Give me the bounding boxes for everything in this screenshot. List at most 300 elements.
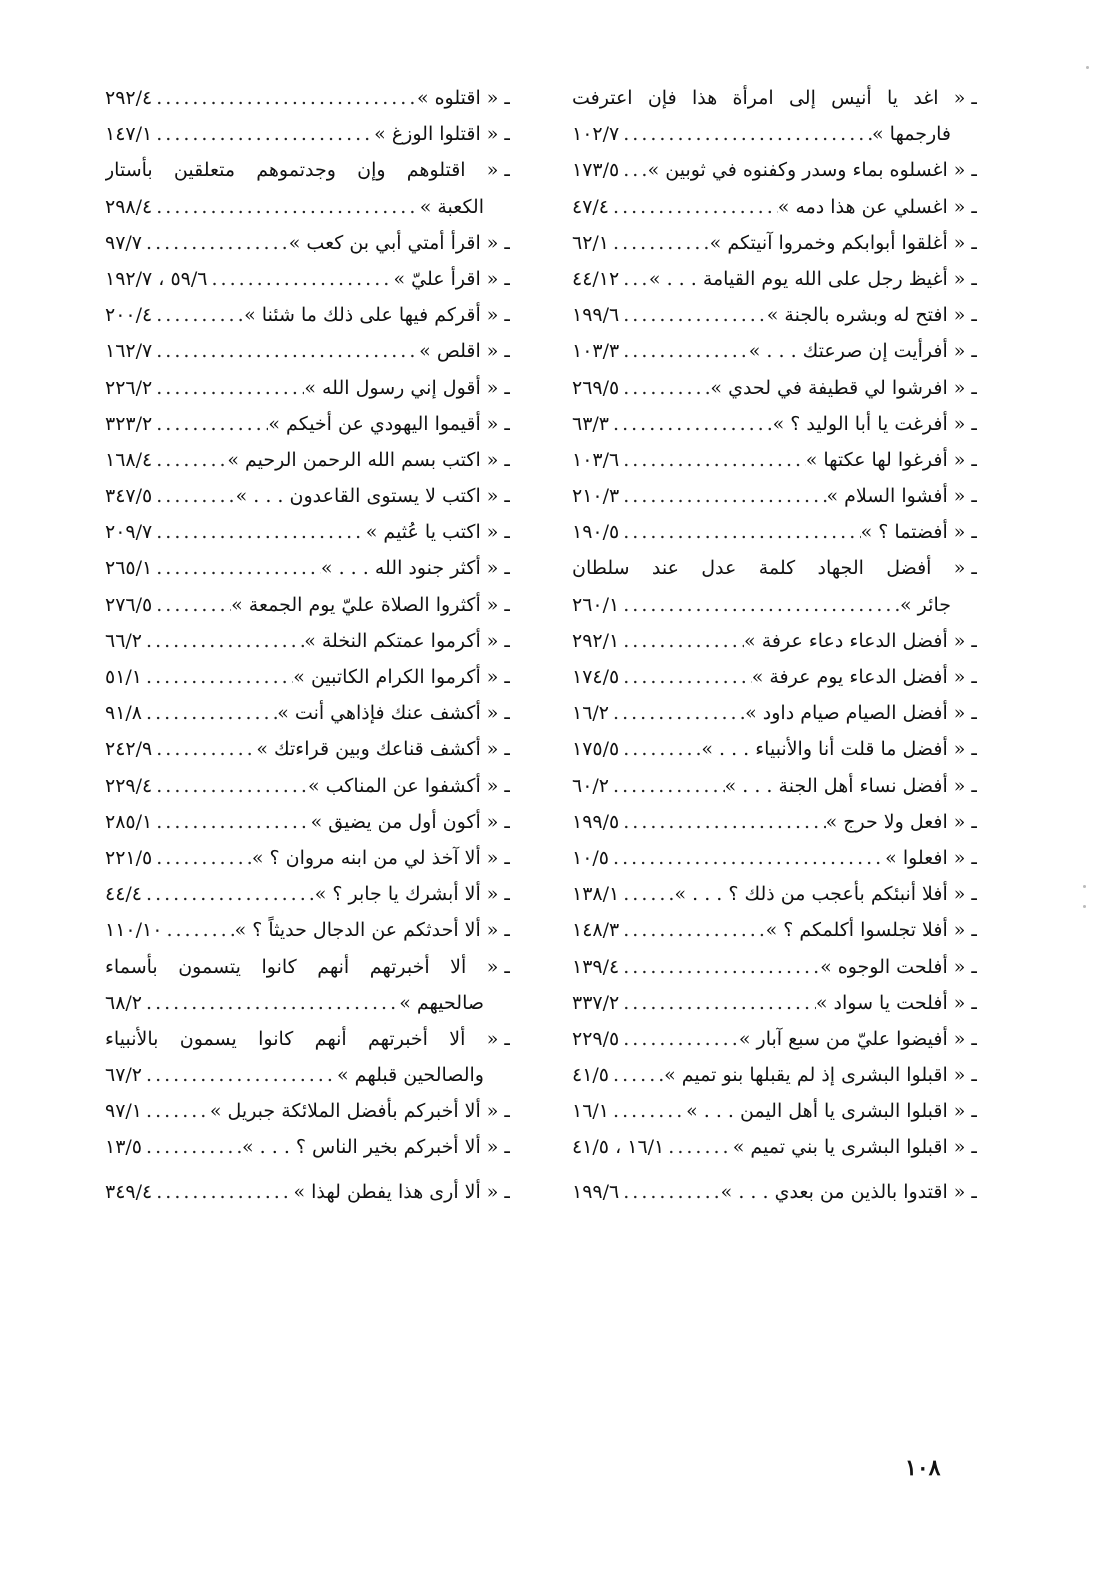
index-entry	[572, 659, 977, 695]
index-entry	[105, 768, 510, 804]
volume-page-reference: ٦٠/٢	[572, 774, 610, 797]
volume-page-reference: ٢٦٩/٥	[572, 376, 620, 399]
hadith-text: جائر »	[900, 593, 951, 616]
leader-dots	[156, 442, 227, 478]
scan-speck	[1083, 885, 1086, 888]
hadith-text: « أفلا أنبئكم بأعجب من ذلك ؟ . . . »	[674, 883, 966, 906]
hadith-text: فارجمها »	[872, 123, 951, 146]
leader-dots	[623, 442, 805, 478]
volume-page-reference: ٢٦٠/١	[572, 593, 620, 616]
hadith-text: « أكثر جنود الله . . . »	[320, 557, 499, 580]
hadith-text: « أفيضوا عليّ من سبع آبار »	[738, 1027, 966, 1050]
volume-page-reference: ١٦٢/٧	[105, 340, 153, 363]
leader-dots	[156, 297, 244, 333]
hadith-text: « افعلوا »	[885, 846, 966, 869]
hadith-text: « اقتلوا الوزغ »	[374, 123, 499, 146]
entry-dash: ـ	[971, 159, 977, 182]
hadith-text: والصالحين قبلهم »	[337, 1064, 484, 1087]
index-entry	[105, 478, 510, 514]
volume-page-reference: ٥٩/٦ ، ١٩٢/٧	[105, 267, 208, 290]
entry-dash: ـ	[504, 1180, 510, 1203]
entry-dash: ـ	[504, 1136, 510, 1159]
leader-dots	[156, 370, 304, 406]
leader-dots	[623, 1174, 720, 1210]
volume-page-reference: ١٧٣/٥	[572, 159, 620, 182]
index-entry	[105, 840, 510, 876]
index-entry	[105, 116, 510, 152]
hadith-text: صالحيهم »	[399, 991, 484, 1014]
leader-dots	[623, 949, 820, 985]
leader-dots	[156, 116, 374, 152]
index-entry	[572, 1057, 977, 1093]
entry-dash: ـ	[971, 231, 977, 254]
leader-dots	[156, 587, 231, 623]
hadith-text: « أكشف قناعك وبين قراءتك »	[256, 738, 499, 761]
index-entry	[572, 840, 977, 876]
hadith-text: « أكشفوا عن المناكب »	[307, 774, 499, 797]
entry-dash: ـ	[504, 955, 510, 978]
entry-dash: ـ	[504, 774, 510, 797]
index-entry	[572, 333, 977, 369]
index-entry	[105, 949, 510, 985]
index-entry	[572, 80, 977, 116]
hadith-text: « اغد يا أنيس إلى امرأة هذا فإن اعترفت	[572, 87, 966, 109]
entry-dash: ـ	[504, 883, 510, 906]
index-entry	[105, 623, 510, 659]
entry-dash: ـ	[971, 195, 977, 218]
leader-dots	[623, 478, 826, 514]
leader-dots	[146, 1057, 337, 1093]
hadith-text: « اقتدوا بالذين من بعدي . . . »	[720, 1180, 966, 1203]
hadith-text: « أفرغوا لها عكتها »	[805, 448, 966, 471]
volume-page-reference: ٢٧٦/٥	[105, 593, 153, 616]
leader-dots	[146, 1129, 242, 1165]
volume-page-reference: ٩٧/٧	[105, 231, 143, 254]
entry-dash: ـ	[504, 376, 510, 399]
leader-dots	[623, 985, 816, 1021]
index-entry	[105, 1129, 510, 1165]
hadith-text: « أقول إني رسول الله »	[304, 376, 499, 399]
leader-dots	[156, 550, 321, 586]
entry-dash: ـ	[504, 702, 510, 725]
index-entry	[105, 261, 510, 297]
hadith-text: « أفلحت يا سواد »	[815, 991, 966, 1014]
volume-page-reference: ١٧٥/٥	[572, 738, 620, 761]
index-entry	[572, 225, 977, 261]
leader-dots	[623, 1021, 739, 1057]
leader-dots	[623, 370, 710, 406]
volume-page-reference: ٥١/١	[105, 666, 143, 688]
hadith-text: « ألا آخذ لي من ابنه مروان ؟ »	[251, 846, 499, 869]
hadith-text: « أغيظ رجل على الله يوم القيامة . . . »	[648, 267, 966, 290]
entry-dash: ـ	[971, 1064, 977, 1087]
leader-dots	[623, 297, 767, 333]
hadith-text: « ألا أخبركم بأفضل الملائكة جبريل »	[209, 1100, 499, 1123]
leader-dots	[146, 695, 277, 731]
entry-dash: ـ	[971, 666, 977, 688]
index-entry	[105, 1021, 510, 1057]
leader-dots	[156, 189, 419, 225]
hadith-text: « أكثروا الصلاة عليّ يوم الجمعة »	[231, 593, 499, 616]
entry-dash: ـ	[971, 340, 977, 363]
index-entry	[105, 1174, 510, 1210]
entry-dash: ـ	[971, 883, 977, 906]
leader-dots	[623, 514, 860, 550]
volume-page-reference: ١٤٧/١	[105, 123, 153, 146]
index-entry	[572, 623, 977, 659]
index-entry	[105, 659, 510, 695]
index-entry	[105, 804, 510, 840]
entry-dash: ـ	[504, 1027, 510, 1050]
entry-dash: ـ	[971, 376, 977, 399]
leader-dots	[613, 695, 745, 731]
volume-page-reference: ١١٠/١٠	[105, 919, 163, 942]
hadith-text: « أفضل الدعاء يوم عرفة »	[751, 666, 966, 688]
leader-dots	[623, 912, 765, 948]
entry-dash: ـ	[504, 159, 510, 182]
leader-dots	[623, 152, 647, 188]
volume-page-reference: ١٩٩/٦	[572, 1180, 620, 1203]
index-entry	[572, 116, 977, 152]
volume-page-reference: ٢٩٢/٤	[105, 87, 153, 109]
entry-dash: ـ	[971, 955, 977, 978]
hadith-text: « أفضل الجهاد كلمة عدل عند سلطان	[572, 557, 966, 580]
entry-dash: ـ	[504, 666, 510, 688]
leader-dots	[156, 804, 310, 840]
hadith-text: « أفلا تجلسوا أكلمكم ؟ »	[765, 919, 966, 942]
index-entry	[572, 949, 977, 985]
leader-dots	[156, 333, 419, 369]
entry-dash: ـ	[504, 123, 510, 146]
hadith-text: « افتح له وبشره بالجنة »	[766, 304, 966, 327]
index-entry	[105, 912, 510, 948]
entry-dash: ـ	[504, 919, 510, 942]
page-number: ١٠٨	[905, 1455, 941, 1481]
volume-page-reference: ١٣٩/٤	[572, 955, 620, 978]
leader-dots	[146, 225, 289, 261]
leader-dots	[623, 587, 900, 623]
index-column-right	[572, 80, 977, 1210]
index-entry	[105, 695, 510, 731]
entry-dash: ـ	[971, 1100, 977, 1123]
hadith-text: « أفلحت الوجوه »	[820, 955, 966, 978]
volume-page-reference: ٢٢٩/٤	[105, 774, 153, 797]
leader-dots	[623, 876, 674, 912]
volume-page-reference: ٢٢١/٥	[105, 846, 153, 869]
hadith-text: « أفرأيت إن صرعتك . . . »	[748, 340, 966, 363]
leader-dots	[156, 80, 417, 116]
hadith-text: « اقلص »	[419, 340, 499, 363]
volume-page-reference: ١٣/٥	[105, 1136, 143, 1159]
volume-page-reference: ٦٦/٢	[105, 629, 143, 652]
leader-dots	[623, 261, 649, 297]
volume-page-reference: ١٩٩/٦	[572, 304, 620, 327]
index-entry	[572, 985, 977, 1021]
hadith-text: « ألا أحدثكم عن الدجال حديثاً ؟ »	[234, 919, 499, 942]
hadith-text: « اقتلوهم وإن وجدتموهم متعلقين بأستار	[105, 159, 499, 182]
entry-dash: ـ	[971, 448, 977, 471]
entry-dash: ـ	[971, 485, 977, 508]
entry-dash: ـ	[971, 557, 977, 580]
volume-page-reference: ١٠٣/٣	[572, 340, 620, 363]
leader-dots	[156, 768, 308, 804]
leader-dots	[156, 840, 252, 876]
volume-page-reference: ٦٢/١	[572, 231, 610, 254]
volume-page-reference: ٦٣/٣	[572, 412, 610, 435]
hadith-text: « أكشف عنك فإذاهي أنت »	[277, 702, 499, 725]
hadith-text: « أكرموا عمتكم النخلة »	[304, 629, 499, 652]
hadith-text: « اقرأ عليّ »	[393, 267, 499, 290]
hadith-text: « اغسلوه بماء وسدر وكفنوه في ثوبين »	[647, 159, 966, 182]
index-entry	[572, 768, 977, 804]
hadith-text: « أقيموا اليهودي عن أخيكم »	[268, 412, 499, 435]
entry-dash: ـ	[971, 629, 977, 652]
leader-dots	[166, 912, 234, 948]
leader-dots	[623, 659, 751, 695]
leader-dots	[623, 804, 825, 840]
volume-page-reference: ٢٤٢/٩	[105, 738, 153, 761]
hadith-text: « افعل ولا حرج »	[825, 810, 966, 833]
entry-dash: ـ	[971, 521, 977, 544]
hadith-text: « ألا أخبرتهم أنهم كانوا يتسمون بأسماء	[105, 955, 499, 978]
leader-dots	[668, 1129, 732, 1165]
entry-dash: ـ	[504, 1100, 510, 1123]
leader-dots	[146, 876, 315, 912]
entry-dash: ـ	[971, 1180, 977, 1203]
hadith-text: الكعبة »	[419, 195, 484, 218]
entry-dash: ـ	[971, 846, 977, 869]
leader-dots	[623, 116, 872, 152]
leader-dots	[613, 768, 725, 804]
hadith-text: « اكتب لا يستوى القاعدون . . . »	[235, 485, 499, 508]
volume-page-reference: ٢٩٢/١	[572, 629, 620, 652]
hadith-text: « اغسلي عن هذا دمه »	[777, 195, 966, 218]
entry-dash: ـ	[971, 774, 977, 797]
leader-dots	[613, 225, 710, 261]
index-entry	[105, 876, 510, 912]
index-entry	[572, 1174, 977, 1210]
index-entry	[105, 731, 510, 767]
volume-page-reference: ٢٢٦/٢	[105, 376, 153, 399]
volume-page-reference: ٤١/٥	[572, 1064, 610, 1087]
leader-dots	[146, 623, 304, 659]
entry-dash: ـ	[504, 593, 510, 616]
leader-dots	[146, 659, 293, 695]
volume-page-reference: ٣٤٧/٥	[105, 485, 153, 508]
index-entry	[105, 442, 510, 478]
volume-page-reference: ١٠/٥	[572, 846, 610, 869]
volume-page-reference: ٤٤/١٢	[572, 267, 620, 290]
hadith-text: « ألا أبشرك يا جابر ؟ »	[314, 883, 499, 906]
volume-page-reference: ٣٤٩/٤	[105, 1180, 153, 1203]
volume-page-reference: ١٧٤/٥	[572, 666, 620, 688]
volume-page-reference: ٩١/٨	[105, 702, 143, 725]
leader-dots	[156, 478, 235, 514]
volume-page-reference: ١٦/١ ، ٤١/٥	[572, 1136, 665, 1159]
hadith-text: « أفرغت يا أبا الوليد ؟ »	[772, 412, 966, 435]
index-entry	[572, 442, 977, 478]
volume-page-reference: ١٤٨/٣	[572, 919, 620, 942]
hadith-text: « أفضل الدعاء دعاء عرفة »	[744, 629, 966, 652]
index-entry	[572, 695, 977, 731]
leader-dots	[623, 623, 744, 659]
hadith-text: « اكتب بسم الله الرحمن الرحيم »	[227, 448, 499, 471]
volume-page-reference: ٢٢٩/٥	[572, 1027, 620, 1050]
entry-spacer	[105, 1166, 510, 1174]
volume-page-reference: ٤٧/٤	[572, 195, 610, 218]
volume-page-reference: ١٩٠/٥	[572, 521, 620, 544]
volume-page-reference: ٦٧/٢	[105, 1064, 143, 1087]
volume-page-reference: ٢٠٠/٤	[105, 304, 153, 327]
scan-speck	[1086, 66, 1089, 69]
volume-page-reference: ٣٣٧/٢	[572, 991, 620, 1014]
leader-dots	[623, 731, 701, 767]
index-entry	[105, 80, 510, 116]
volume-page-reference: ١٣٨/١	[572, 883, 620, 906]
index-entry	[572, 189, 977, 225]
hadith-text: « افرشوا لي قطيفة في لحدي »	[710, 376, 966, 399]
index-entry	[105, 1057, 510, 1093]
hadith-text: « اقبلوا البشرى يا بني تميم »	[732, 1136, 966, 1159]
index-entry	[105, 550, 510, 586]
entry-dash: ـ	[504, 412, 510, 435]
index-entry	[572, 297, 977, 333]
entry-dash: ـ	[504, 846, 510, 869]
leader-dots	[156, 1174, 293, 1210]
entry-dash: ـ	[504, 485, 510, 508]
volume-page-reference: ٣٢٣/٢	[105, 412, 153, 435]
volume-page-reference: ٦٨/٢	[105, 991, 143, 1014]
hadith-text: « أفضل ما قلت أنا والأنبياء . . . »	[701, 738, 966, 761]
entry-dash: ـ	[504, 87, 510, 109]
index-entry	[572, 550, 977, 586]
entry-dash: ـ	[971, 991, 977, 1014]
volume-page-reference: ١٦/٢	[572, 702, 610, 725]
leader-dots	[613, 840, 885, 876]
hadith-text: « أكون أول من يضيق »	[310, 810, 499, 833]
leader-dots	[156, 514, 366, 550]
hadith-text: « أفضل نساء أهل الجنة . . . »	[724, 774, 966, 797]
index-entry	[572, 1021, 977, 1057]
leader-dots	[211, 261, 393, 297]
hadith-text: « أقركم فيها على ذلك ما شئنا »	[244, 304, 499, 327]
index-entry	[572, 514, 977, 550]
index-entry	[572, 587, 977, 623]
volume-page-reference: ١٩٩/٥	[572, 810, 620, 833]
hadith-text: « اقتلوه »	[416, 87, 499, 109]
index-entry	[105, 587, 510, 623]
hadith-text: « أفشوا السلام »	[826, 485, 966, 508]
index-entry	[572, 804, 977, 840]
volume-page-reference: ١٦٨/٤	[105, 448, 153, 471]
index-entry	[105, 1093, 510, 1129]
index-entry	[105, 225, 510, 261]
index-entry	[105, 333, 510, 369]
index-entry	[105, 985, 510, 1021]
hadith-text: « أفضتما ؟ »	[860, 521, 966, 544]
entry-dash: ـ	[971, 412, 977, 435]
leader-dots	[146, 1093, 210, 1129]
entry-dash: ـ	[504, 304, 510, 327]
leader-dots	[613, 1093, 686, 1129]
hadith-text: « ألا أرى هذا يفطن لهذا »	[293, 1180, 499, 1203]
entry-dash: ـ	[504, 340, 510, 363]
index-entry	[105, 406, 510, 442]
leader-dots	[613, 406, 773, 442]
entry-dash: ـ	[971, 919, 977, 942]
index-entry	[572, 876, 977, 912]
index-entry	[572, 370, 977, 406]
index-entry	[572, 478, 977, 514]
volume-page-reference: ٢١٠/٣	[572, 485, 620, 508]
entry-dash: ـ	[971, 810, 977, 833]
leader-dots	[146, 985, 399, 1021]
entry-dash: ـ	[504, 738, 510, 761]
entry-dash: ـ	[971, 1027, 977, 1050]
index-entry	[572, 261, 977, 297]
hadith-text: « ألا أخبرتهم أنهم كانوا يسمون بالأنبياء	[105, 1027, 499, 1050]
hadith-text: « اقبلوا البشرى إذ لم يقبلها بنو تميم »	[664, 1064, 966, 1087]
hadith-text: « اقرأ أمتي أبي بن كعب »	[288, 231, 499, 254]
index-entry	[572, 912, 977, 948]
volume-page-reference: ٢٠٩/٧	[105, 521, 153, 544]
entry-dash: ـ	[971, 1136, 977, 1159]
entry-dash: ـ	[971, 267, 977, 290]
entry-dash: ـ	[971, 738, 977, 761]
index-entry	[572, 1093, 977, 1129]
volume-page-reference: ١٠٣/٦	[572, 448, 620, 471]
volume-page-reference: ٢٦٥/١	[105, 557, 153, 580]
index-entry	[105, 297, 510, 333]
index-column-left	[105, 80, 510, 1210]
leader-dots	[613, 1057, 664, 1093]
hadith-text: « أغلقوا أبوابكم وخمروا آنيتكم »	[709, 231, 966, 254]
volume-page-reference: ١٦/١	[572, 1100, 610, 1123]
entry-dash: ـ	[504, 557, 510, 580]
entry-dash: ـ	[504, 810, 510, 833]
volume-page-reference: ٢٩٨/٤	[105, 195, 153, 218]
hadith-text: « اكتب يا عُثيم »	[365, 521, 499, 544]
entry-dash: ـ	[504, 521, 510, 544]
leader-dots	[613, 189, 778, 225]
index-entry	[105, 152, 510, 188]
hadith-text: « أكرموا الكرام الكاتبين »	[293, 666, 499, 688]
volume-page-reference: ٩٧/١	[105, 1100, 143, 1123]
hadith-text: « أفضل الصيام صيام داود »	[745, 702, 966, 725]
index-entry	[572, 152, 977, 188]
volume-page-reference: ١٠٢/٧	[572, 123, 620, 146]
index-entry	[105, 189, 510, 225]
index-entry	[572, 406, 977, 442]
entry-dash: ـ	[504, 267, 510, 290]
entry-dash: ـ	[971, 702, 977, 725]
entry-dash: ـ	[971, 304, 977, 327]
hadith-text: « اقبلوا البشرى يا أهل اليمن . . . »	[686, 1100, 966, 1123]
entry-dash: ـ	[971, 87, 977, 109]
entry-spacer	[572, 1166, 977, 1174]
index-entry	[572, 731, 977, 767]
index-entry	[105, 370, 510, 406]
leader-dots	[156, 406, 268, 442]
volume-page-reference: ٤٤/٤	[105, 883, 143, 906]
index-entry	[105, 514, 510, 550]
index-entry	[572, 1129, 977, 1165]
volume-page-reference: ٢٨٥/١	[105, 810, 153, 833]
entry-dash: ـ	[504, 448, 510, 471]
entry-dash: ـ	[504, 629, 510, 652]
hadith-text: « ألا أخبركم بخير الناس ؟ . . . »	[242, 1136, 499, 1159]
scan-speck	[1083, 905, 1086, 908]
